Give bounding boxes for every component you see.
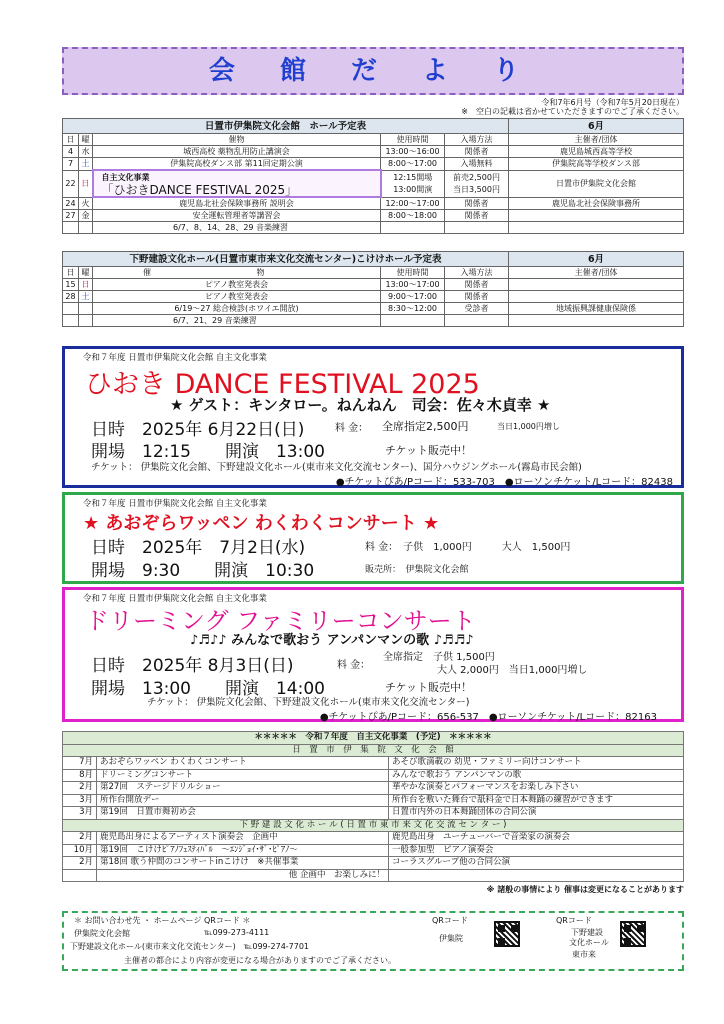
table-row xyxy=(63,757,684,770)
qr-caption: 下野建設 xyxy=(571,928,603,937)
month: 2月 xyxy=(63,782,97,795)
event-desc: コーラスグループ他の合同公演 xyxy=(389,857,684,870)
event-time: 開場 9:30 開演 10:30 xyxy=(91,561,315,581)
page-title: 会 館 だ よ り xyxy=(208,56,538,86)
entry: 関係者 xyxy=(445,197,509,210)
ijuin-hall-schedule xyxy=(62,118,684,234)
time: 9:00～17:00 xyxy=(381,291,445,303)
table-row xyxy=(63,222,684,234)
month: 3月 xyxy=(63,807,97,820)
sale-place: 販売所： 伊集院文化会館 xyxy=(365,565,469,575)
table-row xyxy=(63,197,684,210)
door-price: 当日3,500円 xyxy=(453,184,500,194)
day: 28 xyxy=(63,291,79,303)
table-row xyxy=(63,769,684,782)
ticket-outlets: チケット： 伊集院文化会館、下野建設文化ホール(東市来文化交流センター)、国分ハウジングホール(霧島市民会館) xyxy=(91,462,582,473)
price-child: 全席指定 子供 1,500円 xyxy=(383,652,495,663)
col-time: 使用時間 xyxy=(381,134,445,146)
event-name: 所作台開放デー xyxy=(97,794,389,807)
section-ijuin: 日 置 市 伊 集 院 文 化 会 館 xyxy=(63,744,684,757)
col-event-b: 物 xyxy=(237,267,381,279)
ticket-outlets: チケット： 伊集院文化会館、下野建設文化ホール(東市来文化交流センター) xyxy=(147,697,470,708)
col-day: 日 xyxy=(63,134,79,146)
event-desc: 一般参加型 ピアノ演奏会 xyxy=(389,844,684,857)
schedule-month: 6月 xyxy=(509,119,684,134)
event-time: 開場 12:15 開演 13:00 xyxy=(91,442,325,462)
dreaming-concert-panel xyxy=(62,587,684,722)
sale-status: チケット販売中！ xyxy=(385,444,473,457)
col-entry: 入場方法 xyxy=(445,134,509,146)
issue-date: 令和7年6月号（令和7年5月20日現在） xyxy=(541,98,684,107)
organizer xyxy=(509,291,684,303)
col-entry: 入場方法 xyxy=(445,267,509,279)
col-day: 日 xyxy=(63,267,79,279)
event-desc: 鹿児島出身 ユーチューバーで音楽家の演奏会 xyxy=(389,832,684,845)
event: 6/7、21、29 音楽練習 xyxy=(93,315,381,327)
price-adult: 大人 2,000円 当日1,000円増し xyxy=(437,665,588,676)
event-name: 第19回 こけけﾋﾟｱﾉﾌｪｽﾃｨﾊﾞﾙ ～ｴﾝｼﾞｮｲ･ｻﾞ･ﾋﾟｱﾉ～ xyxy=(97,844,389,857)
weekday: 水 xyxy=(79,146,93,158)
weekday: 土 xyxy=(79,291,93,303)
start-time: 13:00開演 xyxy=(393,184,433,194)
entry: 関係者 xyxy=(445,291,509,303)
ijuin-name: 伊集院文化会館 xyxy=(74,929,130,938)
table-row xyxy=(63,782,684,795)
wappen-concert-panel xyxy=(62,492,684,584)
qr-label: QRコード xyxy=(556,916,592,925)
dance-festival-panel xyxy=(62,346,684,488)
month: 3月 xyxy=(63,794,97,807)
event-subtitle: ♪♬♪♪ みんなで歌おう アンパンマンの歌 ♪♬♬♪ xyxy=(190,633,474,648)
time xyxy=(381,170,445,197)
event-name: 第27回 ステージドリルショー xyxy=(97,782,389,795)
col-event-a: 催 xyxy=(93,267,237,279)
qr-caption: 文化ホール xyxy=(569,938,609,947)
ticket-codes: ●チケットぴあ/Pコード：656-537 ●ローソンチケット/Lコード：82163 xyxy=(319,712,657,723)
weekday: 火 xyxy=(79,197,93,210)
price-label: 料 金： xyxy=(337,660,371,671)
col-time: 使用時間 xyxy=(381,267,445,279)
time: 13:00～17:00 xyxy=(381,279,445,291)
price-note: 当日1,000円増し xyxy=(497,422,560,431)
event-title: 「ひおきDANCE FESTIVAL 2025」 xyxy=(101,182,298,197)
time: 8:00～17:00 xyxy=(381,158,445,171)
table-row xyxy=(63,832,684,845)
day: 4 xyxy=(63,146,79,158)
col-weekday: 曜 xyxy=(79,134,93,146)
change-disclaimer: 主催者の都合により内容が変更になる場合がありますのでご了承ください。 xyxy=(124,956,396,965)
time: 13:00～16:00 xyxy=(381,146,445,158)
event: 6/7、8、14、28、29 音楽練習 xyxy=(93,222,381,234)
weekday: 土 xyxy=(79,158,93,171)
event: 伊集院高校ダンス部 第11回定期公演 xyxy=(93,158,381,171)
event-organizer: 令和７年度 日置市伊集院文化会館 自主文化事業 xyxy=(83,499,267,509)
table-row xyxy=(63,210,684,222)
entry: 関係者 xyxy=(445,210,509,222)
day: 7 xyxy=(63,158,79,171)
event-title: ★ あおぞらワッペン わくわくコンサート ★ xyxy=(83,513,440,534)
ijuin-phone[interactable]: ℡099-273-4111 xyxy=(204,928,270,937)
entry: 関係者 xyxy=(445,279,509,291)
event-guest: ★ ゲスト：キンタロー。ねんねん 司会：佐々木貞幸 ★ xyxy=(170,396,551,414)
qr-caption: 東市来 xyxy=(572,950,596,959)
event-organizer: 令和７年度 日置市伊集院文化会館 自主文化事業 xyxy=(83,594,267,604)
other-planned: 他 企画中 お楽しみに！ xyxy=(97,869,389,882)
event-time: 開場 13:00 開演 14:00 xyxy=(91,679,325,699)
table-row xyxy=(63,844,684,857)
schedule-title: 日置市伊集院文化会館 ホール予定表 xyxy=(63,119,509,134)
event: 城西高校 薬物乱用防止講演会 xyxy=(93,146,381,158)
entry: 入場無料 xyxy=(445,158,509,171)
advance-price: 前売2,500円 xyxy=(453,172,500,182)
time: 12:00～17:00 xyxy=(381,197,445,210)
table-row xyxy=(63,794,684,807)
qr-code-icon[interactable] xyxy=(494,921,520,947)
col-organizer: 主催者/団体 xyxy=(509,267,684,279)
day: 27 xyxy=(63,210,79,222)
entry: 受診者 xyxy=(445,303,509,315)
table-row xyxy=(63,279,684,291)
sale-status: チケット販売中！ xyxy=(385,681,473,694)
kokeke-contact[interactable]: 下野建設文化ホール(東市来文化交流センター) ℡099-274-7701 xyxy=(70,942,310,951)
organizer xyxy=(509,210,684,222)
qr-caption: 伊集院 xyxy=(439,934,463,943)
col-organizer: 主催者/団体 xyxy=(509,134,684,146)
organizer xyxy=(509,279,684,291)
kokeke-hall-schedule xyxy=(62,251,684,327)
qr-label: QRコード xyxy=(432,916,468,925)
event xyxy=(93,170,381,197)
event-desc: みんなで歌おう アンパンマンの歌 xyxy=(389,769,684,782)
event-desc: あそび歌満載の 幼児・ファミリー向けコンサート xyxy=(389,757,684,770)
event-date: 日時 2025年 7月2日(水) xyxy=(91,538,306,558)
event-title: ドリーミング ファミリーコンサート xyxy=(85,607,476,635)
omission-note: ※ 空白の記載は省かせていただきますのでご了承ください。 xyxy=(461,107,684,116)
event-name: 第19回 日置市舞初め会 xyxy=(97,807,389,820)
table-row xyxy=(63,146,684,158)
entry xyxy=(445,170,509,197)
event-organizer: 令和７年度 日置市伊集院文化会館 自主文化事業 xyxy=(83,353,267,363)
event: 安全運転管理者等講習会 xyxy=(93,210,381,222)
event-name: 鹿児島出身によるアーティスト演奏会 企画中 xyxy=(97,832,389,845)
event-price: 料 金： 子供 1,000円 大人 1,500円 xyxy=(365,542,571,553)
time: 8:30～12:00 xyxy=(381,303,445,315)
day: 24 xyxy=(63,197,79,210)
entry: 関係者 xyxy=(445,146,509,158)
event-name: ドリーミングコンサート xyxy=(97,769,389,782)
ticket-codes: ●チケットぴあ/Pコード：533-703 ●ローソンチケット/Lコード：82438 xyxy=(335,477,673,488)
weekday: 金 xyxy=(79,210,93,222)
table-row xyxy=(63,857,684,870)
weekday: 日 xyxy=(79,170,93,197)
event: ピアノ教室発表会 xyxy=(93,279,381,291)
organizer: 地域振興課健康保険係 xyxy=(509,303,684,315)
organizer: 鹿児島城西高等学校 xyxy=(509,146,684,158)
weekday: 日 xyxy=(79,279,93,291)
event-date: 日時 2025年 6月22日(日) xyxy=(91,420,305,440)
contact-footer xyxy=(62,911,684,971)
event-desc: 華やかな演奏とパフォーマンスをお楽しみ下さい xyxy=(389,782,684,795)
contact-heading: ＊ お問い合わせ先 ・ ホームページ QRコード ＊ xyxy=(74,916,251,925)
event-title: ひおき DANCE FESTIVAL 2025 xyxy=(85,369,480,400)
event-category: 自主文化事業 xyxy=(101,172,150,182)
month: 10月 xyxy=(63,844,97,857)
open-time: 12:15開場 xyxy=(393,172,433,182)
price-label: 料 金： xyxy=(335,423,369,434)
table-row xyxy=(63,158,684,171)
event-price: 全席指定2,500円 xyxy=(382,420,469,433)
organizer: 日置市伊集院文化会館 xyxy=(509,170,684,197)
schedule-title: 下野建設文化ホール(日置市東市来文化交流センター)こけけホール予定表 xyxy=(63,252,509,267)
event: ピアノ教室発表会 xyxy=(93,291,381,303)
month: 7月 xyxy=(63,757,97,770)
table-row xyxy=(63,303,684,315)
table-row xyxy=(63,315,684,327)
event: 鹿児島北社会保険事務所 説明会 xyxy=(93,197,381,210)
qr-code-icon[interactable] xyxy=(620,921,646,947)
col-weekday: 曜 xyxy=(79,267,93,279)
organizer: 伊集院高等学校ダンス部 xyxy=(509,158,684,171)
day: 15 xyxy=(63,279,79,291)
table-row xyxy=(63,807,684,820)
event-name: あおぞらワッペン わくわくコンサート xyxy=(97,757,389,770)
table-row xyxy=(63,291,684,303)
annual-title: ＊＊＊＊＊ 令和７年度 自主文化事業 (予定) ＊＊＊＊＊ xyxy=(63,732,684,745)
annual-schedule xyxy=(62,731,684,895)
change-notice: ※ 諸般の事情により 催事は変更になることがあります xyxy=(486,885,684,894)
schedule-month: 6月 xyxy=(509,252,684,267)
event: 6/19～27 総合検診(ホワイエ開放) xyxy=(93,303,381,315)
event-desc: 所作台を敷いた舞台で舐料金で日本舞踊の練習ができます xyxy=(389,794,684,807)
event-name: 第18回 歌う仲間のコンサートinこけけ ※共催事業 xyxy=(97,857,389,870)
month: 2月 xyxy=(63,857,97,870)
section-kokeke: 下 野 建 設 文 化 ホ ー ル ( 日 置 市 東 市 来 文 化 交 流 セ ン タ ー ) xyxy=(63,819,684,832)
event-desc: 日置市内外の日本舞踊団体の合同公演 xyxy=(389,807,684,820)
day: 22 xyxy=(63,170,79,197)
month: 8月 xyxy=(63,769,97,782)
table-row xyxy=(63,170,684,197)
event-date: 日時 2025年 8月3日(日) xyxy=(91,656,294,676)
month: 2月 xyxy=(63,832,97,845)
organizer: 鹿児島北社会保険事務所 xyxy=(509,197,684,210)
col-event: 催物 xyxy=(93,134,381,146)
time: 8:00～18:00 xyxy=(381,210,445,222)
